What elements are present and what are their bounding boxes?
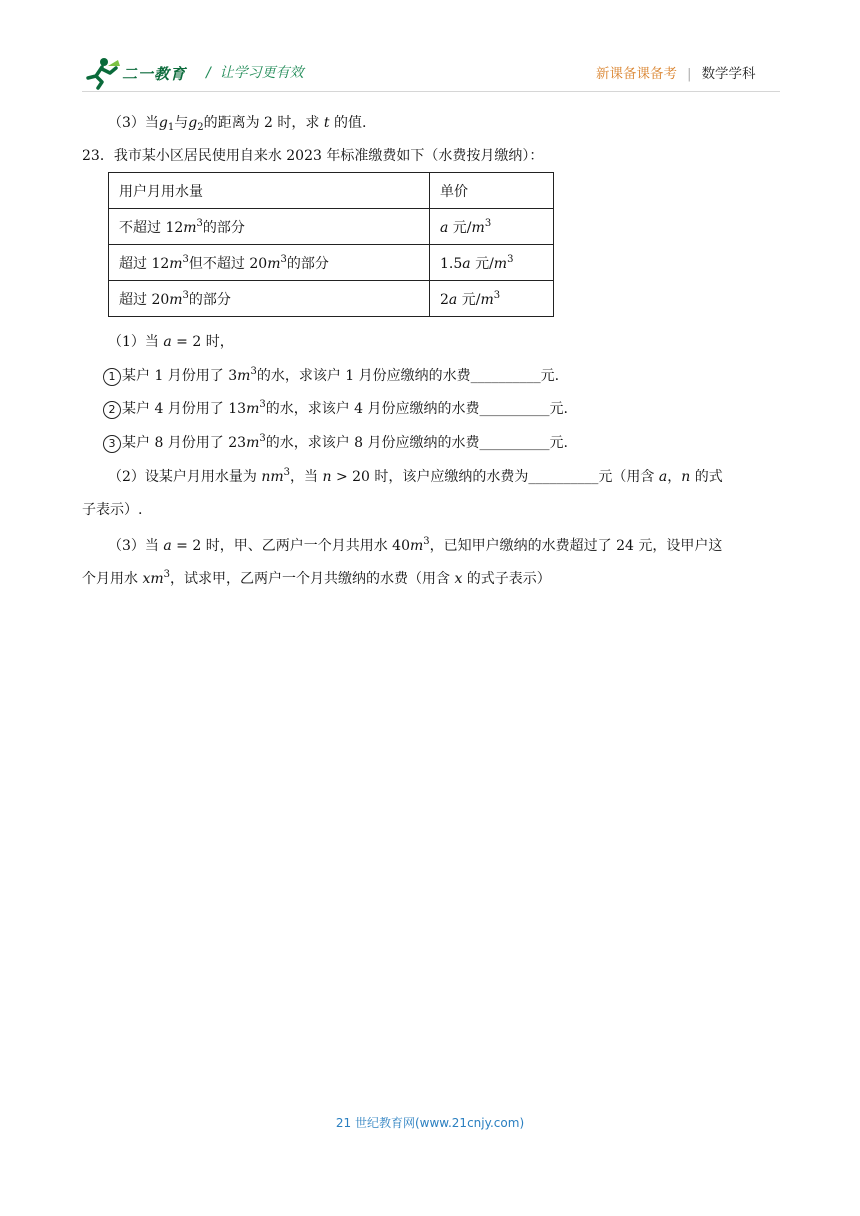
q23-item3: 3 某户 8 月份用了 $23m^3$的水，求该户 8 月份应缴纳的水费__________元. xyxy=(103,432,568,453)
table-row xyxy=(109,281,554,317)
table-row xyxy=(109,245,554,281)
q23-part1: （1）当 a = 2 时， xyxy=(108,334,234,350)
table-header-row xyxy=(109,173,554,209)
q22-p3-rest2: 的值. xyxy=(329,115,367,131)
q23-stem: 23．我市某小区居民使用自来水 2023 年标准缴费如下（水费按月缴纳）： xyxy=(82,148,544,164)
row3-price: 2a 元$/m^3$ xyxy=(430,281,554,317)
fee-table xyxy=(108,172,554,317)
q23-part2: （2）设某户月用水量为 $nm^3$，当 n > 20 时，该户应缴纳的水费为__________元（用含 a，n 的式 xyxy=(108,467,723,485)
footer-link[interactable]: 21 世纪教育网(www.21cnjy.com) xyxy=(335,1116,525,1130)
q22-p3-rest1: 的距离为 2 时，求 xyxy=(203,115,324,131)
row1-usage: 不超过 $12m^3$的部分 xyxy=(109,209,430,245)
header-separator: | xyxy=(687,66,692,82)
t-var: t xyxy=(323,115,330,131)
q22-p3-num: （3）当 xyxy=(108,115,159,131)
logo-text: 二一教育 xyxy=(122,65,187,83)
runner-logo-icon xyxy=(82,56,122,90)
row1-price: a 元$/m^3$ xyxy=(430,209,554,245)
table-row xyxy=(109,209,554,245)
header-price: 单价 xyxy=(430,173,554,209)
circled-number: 2 xyxy=(103,401,121,419)
g2-var: g xyxy=(188,115,198,131)
header-usage: 用户月用水量 xyxy=(109,173,430,209)
q23-part3: （3）当 a = 2 时，甲、乙两户一个月共用水 $40m^3$，已知甲户缴纳的水费超过了 24 元，设甲户这 xyxy=(108,536,723,554)
g1-sub: 1 xyxy=(167,122,175,133)
q23-item1: 1 某户 1 月份用了 $3m^3$的水，求该户 1 月份应缴纳的水费__________元. xyxy=(103,365,559,386)
q23-item2: 2 某户 4 月份用了 $13m^3$的水，求该户 4 月份应缴纳的水费__________元. xyxy=(103,398,568,419)
q23-part3-line2: 个月用水 $xm^3$，试求甲，乙两户一个月共缴纳的水费（用含 x 的式子表示） xyxy=(82,569,551,587)
q22-part3 xyxy=(108,112,366,132)
header-subject: 数学学科 xyxy=(701,66,756,82)
g1-var: g xyxy=(158,115,168,131)
circled-number: 1 xyxy=(103,368,121,386)
row3-usage: 超过 $20m^3$的部分 xyxy=(109,281,430,317)
g2-sub: 2 xyxy=(197,122,204,133)
circled-number: 3 xyxy=(103,435,121,453)
header-right xyxy=(596,62,756,82)
q22-p3-mid: 与 xyxy=(174,115,189,131)
row2-usage: 超过 $12m^3$但不超过 $20m^3$的部分 xyxy=(109,245,430,281)
slogan: / 让学习更有效 xyxy=(206,65,304,81)
row2-price: 1.5a 元$/m^3$ xyxy=(430,245,554,281)
q23-part2-line2: 子表示）. xyxy=(82,502,143,518)
header-tag: 新课备课备考 xyxy=(596,66,677,82)
header-divider xyxy=(82,91,780,92)
